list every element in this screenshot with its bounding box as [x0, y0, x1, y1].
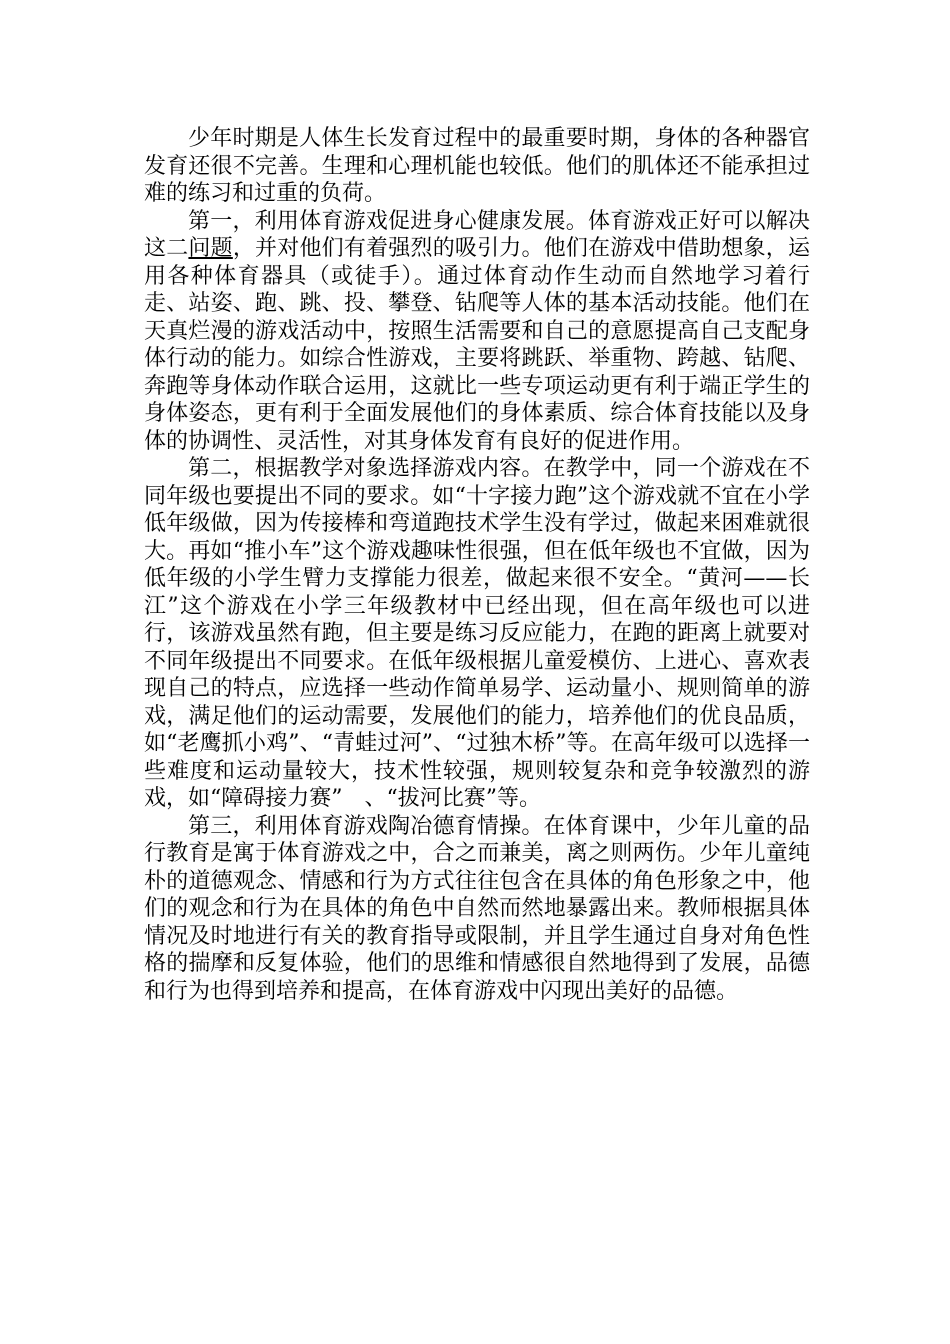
paragraph-second-point: 第二，根据教学对象选择游戏内容。在教学中，同一个游戏在不同年级也要提出不同的要求。如“十字接力跑”这个游戏就不宜在小学低年级做，因为传接棒和弯道跑技术学生没有学过，做起来困难就很大。再如“推小车”这个游戏趣味性很强，但在低年级也不宜做，因为低年级的小学生臂力支撑能力很差，做起来很不安全。“黄河——长江”这个游戏在小学三年级教材中已经出现，但在高年级也可以进行，该游戏虽然有跑，但主要是练习反应能力，在跑的距离上就要对不同年级提出不同要求。在低年级根据儿童爱模仿、上进心、喜欢表现自己的特点，应选择一些动作简单易学、运动量小、规则简单的游戏，满足他们的运动需要，发展他们的能力，培养他们的优良品质，如“老鹰抓小鸡”、“青蛙过河”、“过独木桥”等。在高年级可以选择一些难度和运动量较大，技术性较强，规则较复杂和竞争较激烈的游戏，如“障碍接力赛” 、“拔河比赛”等。 [144, 456, 810, 811]
paragraph-first-point-text-after: ，并对他们有着强烈的吸引力。他们在游戏中借助想象，运用各种体育器具（或徒手）。通过体育动作生动而自然地学习着行走、站姿、跑、跳、投、攀登、钻爬等人体的基本活动技能。他们在天真烂漫的游戏活动中，按照生活需要和自己的意愿提高自己支配身体行动的能力。如综合性游戏，主要将跳跃、举重物、跨越、钻爬、奔跑等身体动作联合运用，这就比一些专项运动更有利于端正学生的身体姿态，更有利于全面发展他们的身体素质、综合体育技能以及身体的协调性、灵活性，对其身体发育有良好的促进作用。 [144, 236, 810, 454]
problem-link[interactable]: 问题 [188, 236, 233, 261]
paragraph-first-point [144, 208, 810, 456]
paragraph-first-point-text-before: 第一，利用体育游戏促进身心健康发展。体育游戏正好可以解决这二 [144, 208, 810, 261]
document-body [144, 125, 810, 1005]
paragraph-third-point: 第三，利用体育游戏陶冶德育情操。在体育课中，少年儿童的品行教育是寓于体育游戏之中，合之而兼美，离之则两伤。少年儿童纯朴的道德观念、情感和行为方式往往包含在具体的角色形象之中，他们的观念和行为在具体的角色中自然而然地暴露出来。教师根据具体情况及时地进行有关的教育指导或限制，并且学生通过自身对角色性格的揣摩和反复体验，他们的思维和情感很自然地得到了发展，品德和行为也得到培养和提高，在体育游戏中闪现出美好的品德。 [144, 813, 810, 1004]
paragraph-intro: 少年时期是人体生长发育过程中的最重要时期，身体的各种器官发育还很不完善。生理和心理机能也较低。他们的肌体还不能承担过难的练习和过重的负荷。 [144, 126, 810, 206]
